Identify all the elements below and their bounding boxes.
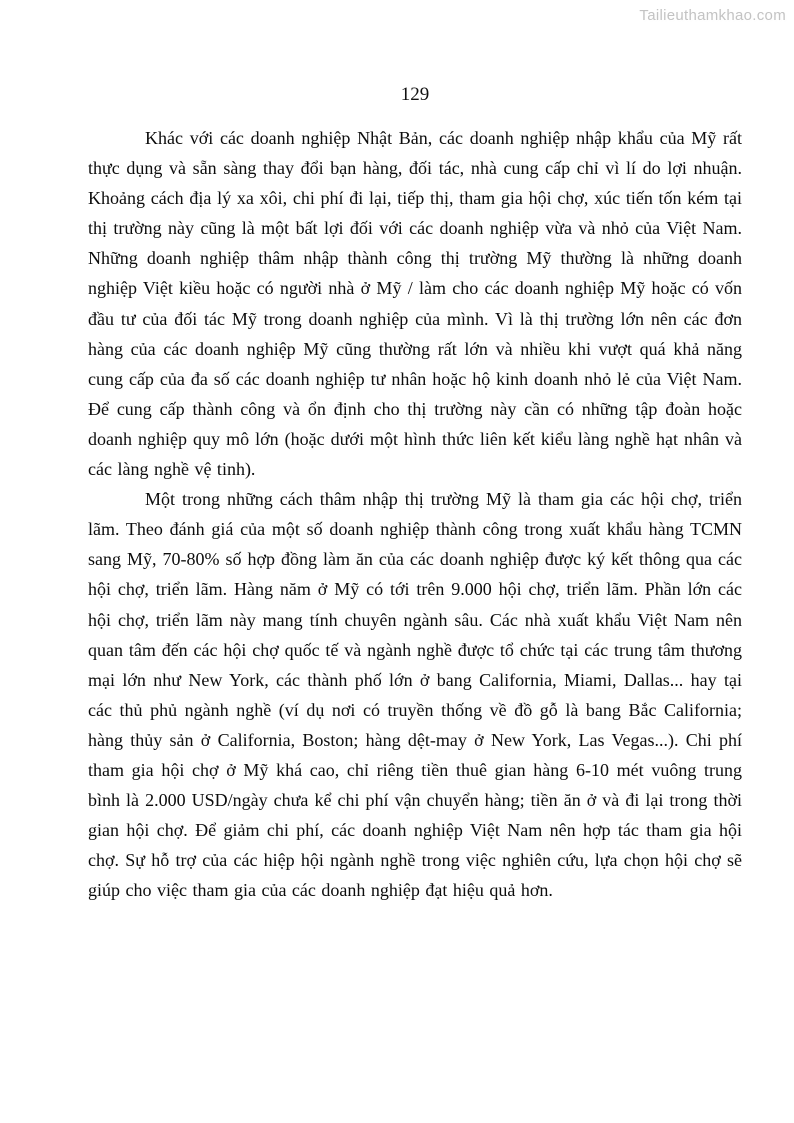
body-text bbox=[88, 123, 742, 905]
paragraph: Một trong những cách thâm nhập thị trường Mỹ là tham gia các hội chợ, triển lãm. Theo đánh giá của một số doanh nghiệp thành công trong xuất khẩu hàng TCMN sang Mỹ, 70-80% số hợp đồng làm ăn của các doanh nghiệp được ký kết thông qua các hội chợ, triển lãm. Hàng năm ở Mỹ có tới trên 9.000 hội chợ, triển lãm. Phần lớn các hội chợ, triển lãm này mang tính chuyên ngành sâu. Các nhà xuất khẩu Việt Nam nên quan tâm đến các hội chợ quốc tế và ngành nghề được tổ chức tại các trung tâm thương mại lớn như New York, các thành phố lớn ở bang California, Miami, Dallas... hay tại các thủ phủ ngành nghề (ví dụ nơi có truyền thống về đồ gỗ là bang Bắc California; hàng thủy sản ở California, Boston; hàng dệt-may ở New York, Las Vegas...). Chi phí tham gia hội chợ ở Mỹ khá cao, chỉ riêng tiền thuê gian hàng 6-10 mét vuông trung bình là 2.000 USD/ngày chưa kể chi phí vận chuyển hàng; tiền ăn ở và đi lại trong thời gian hội chợ. Để giảm chi phí, các doanh nghiệp Việt Nam nên hợp tác tham gia hội chợ. Sự hỗ trợ của các hiệp hội ngành nghề trong việc nghiên cứu, lựa chọn hội chợ sẽ giúp cho việc tham gia của các doanh nghiệp đạt hiệu quả hơn. bbox=[88, 489, 742, 901]
paragraph: Khác với các doanh nghiệp Nhật Bản, các doanh nghiệp nhập khẩu của Mỹ rất thực dụng và sẵn sàng thay đổi bạn hàng, đối tác, nhà cung cấp chỉ vì lí do lợi nhuận. Khoảng cách địa lý xa xôi, chi phí đi lại, tiếp thị, tham gia hội chợ, xúc tiến tốn kém tại thị trường này cũng là một bất lợi đối với các doanh nghiệp vừa và nhỏ của Việt Nam. Những doanh nghiệp thâm nhập thành công thị trường Mỹ thường là những doanh nghiệp Việt kiều hoặc có người nhà ở Mỹ / làm cho các doanh nghiệp Mỹ hoặc có vốn đầu tư của đối tác Mỹ trong doanh nghiệp của mình. Vì là thị trường lớn nên các đơn hàng của các doanh nghiệp Mỹ cũng thường rất lớn và nhiều khi vượt quá khả năng cung cấp của đa số các doanh nghiệp tư nhân hoặc hộ kinh doanh nhỏ lẻ của Việt Nam. Để cung cấp thành công và ổn định cho thị trường này cần có những tập đoàn hoặc doanh nghiệp quy mô lớn (hoặc dưới một hình thức liên kết kiểu làng nghề hạt nhân và các làng nghề vệ tinh). bbox=[88, 128, 742, 480]
page-content bbox=[88, 84, 742, 905]
page-number: 129 bbox=[400, 84, 430, 105]
watermark: Tailieuthamkhao.com bbox=[639, 7, 786, 24]
